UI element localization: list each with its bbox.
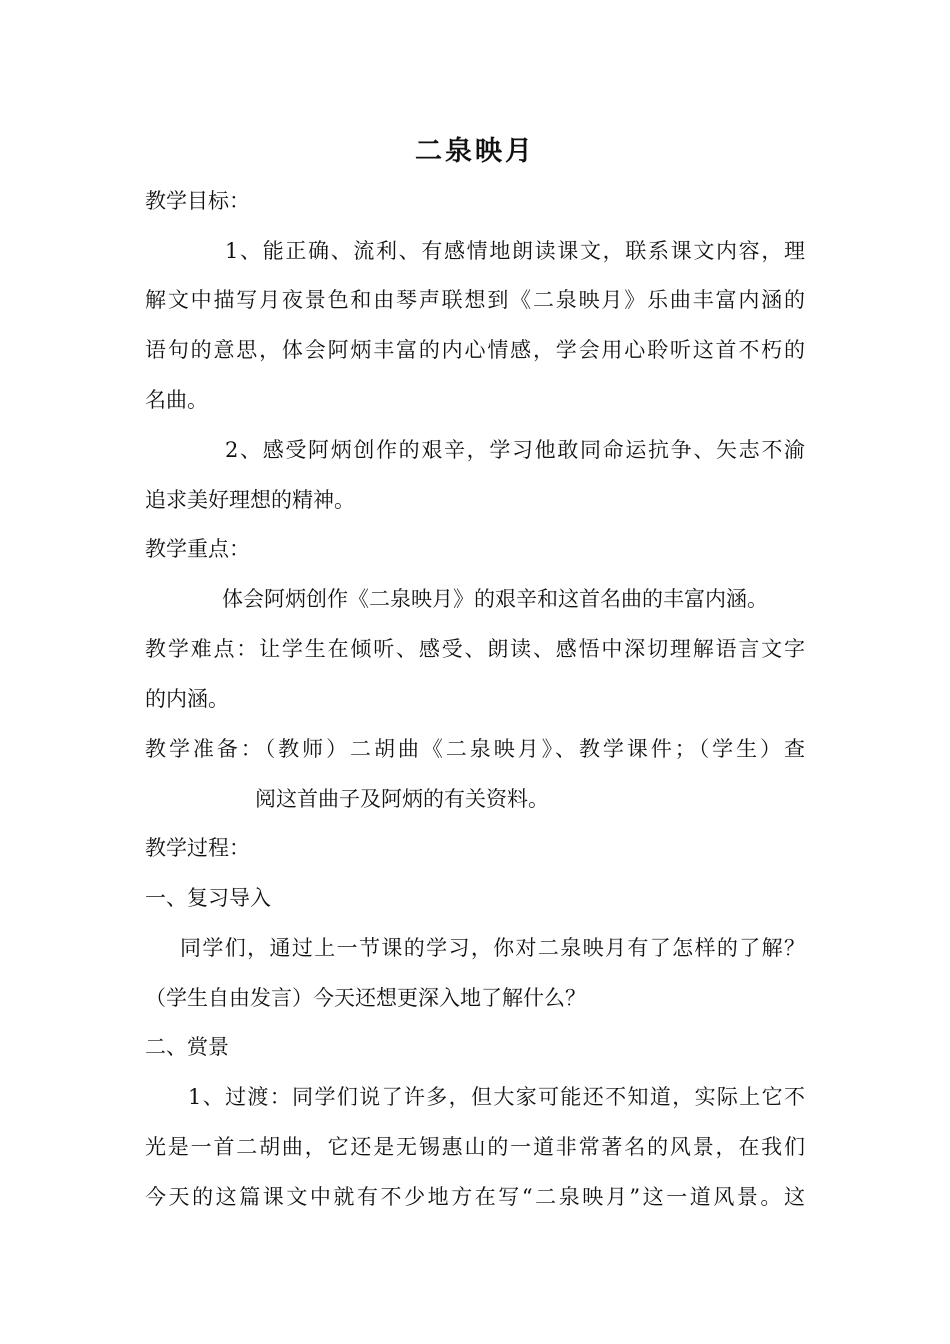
section-2-line-3: 今天的这篇课文中就有不少地方在写“二泉映月”这一道风景。这 [145, 1185, 805, 1209]
goal-1-line-1: 1、能正确、流利、有感情地朗读课文，联系课文内容，理 [225, 239, 805, 263]
heading-key-points: 教学重点： [145, 537, 250, 561]
section-2-line-1: 1、过渡：同学们说了许多，但大家可能还不知道，实际上它不 [188, 1085, 805, 1109]
goal-1-line-3: 语句的意思，体会阿炳丰富的内心情感，学会用心聆听这首不朽的 [145, 338, 805, 362]
goal-2-line-1: 2、感受阿炳创作的艰辛，学习他敢同命运抗争、矢志不渝 [225, 438, 805, 462]
section-1-heading: 一、复习导入 [145, 886, 271, 910]
goal-2-line-2: 追求美好理想的精神。 [145, 488, 355, 512]
difficulties-line-1: 教学难点：让学生在倾听、感受、朗读、感悟中深切理解语言文字 [145, 637, 805, 661]
goal-1-line-2: 解文中描写月夜景色和由琴声联想到《二泉映月》乐曲丰富内涵的 [145, 288, 805, 312]
section-1-line-2: （学生自由发言）今天还想更深入地了解什么？ [145, 986, 586, 1010]
preparation-line-2: 阅这首曲子及阿炳的有关资料。 [255, 787, 549, 811]
document-title: 二泉映月 [415, 136, 535, 167]
section-2-heading: 二、赏景 [145, 1035, 229, 1059]
section-1-line-1: 同学们，通过上一节课的学习，你对二泉映月有了怎样的了解？ [180, 936, 805, 960]
difficulties-line-2: 的内涵。 [145, 687, 229, 711]
preparation-line-1: 教学准备：（教师）二胡曲《二泉映月》、教学课件；（学生）查 [145, 737, 805, 761]
section-2-line-2: 光是一首二胡曲，它还是无锡惠山的一道非常著名的风景，在我们 [145, 1135, 805, 1159]
key-points-text: 体会阿炳创作《二泉映月》的艰辛和这首名曲的丰富内涵。 [222, 587, 768, 611]
goal-1-line-4: 名曲。 [145, 388, 208, 412]
heading-teaching-process: 教学过程： [145, 836, 250, 860]
heading-teaching-goals: 教学目标： [145, 189, 250, 213]
